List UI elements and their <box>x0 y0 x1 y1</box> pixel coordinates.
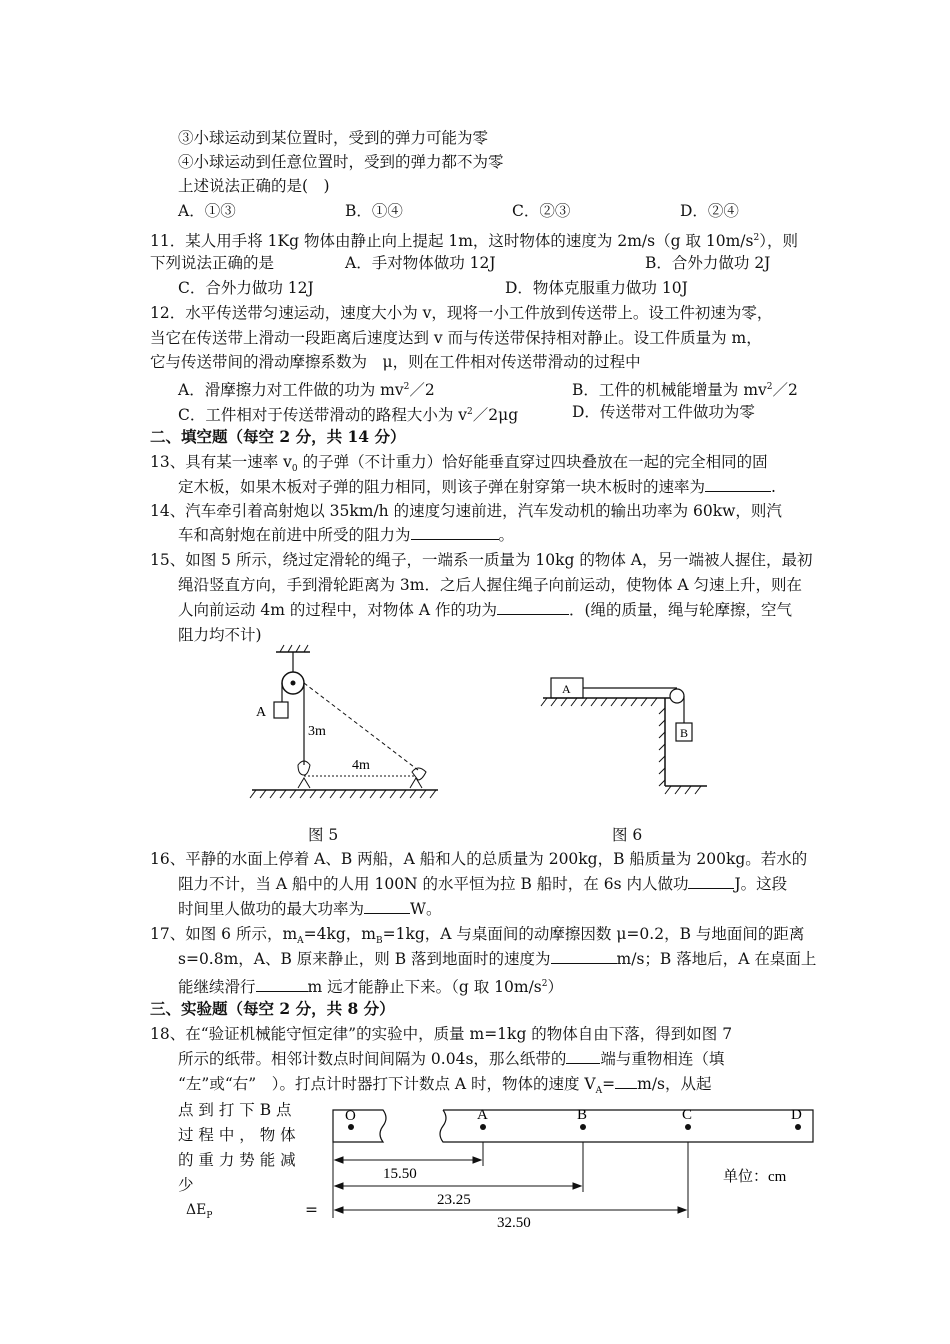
q11-option-a: A．手对物体做功 12J <box>345 254 496 272</box>
q13-line-2: 定木板，如果木板对子弹的阻力相同，则该子弹在射穿第一块木板时的速率为 . <box>178 478 776 496</box>
q15-line-1: 15、如图 5 所示，绕过定滑轮的绳子，一端系一质量为 10kg 的物体 A，另一端被人握住，最初 <box>150 551 813 569</box>
q14-line-2: 车和高射炮在前进中所受的阻力为 。 <box>178 526 515 544</box>
q18-speed-blank[interactable] <box>615 1073 637 1089</box>
q12-option-c: C．工件相对于传送带滑动的路程大小为 $v^2/2\mu g$ <box>178 406 519 425</box>
q11-option-b: B．合外力做功 2J <box>645 254 771 272</box>
q18-equals: = <box>305 1201 318 1219</box>
fig5-label-3m: 3m <box>308 724 326 739</box>
q17-distance-blank[interactable] <box>256 976 308 992</box>
q18-wrap-1: 点 到 打 下 B 点 <box>178 1101 292 1119</box>
pulley-circle <box>670 689 684 703</box>
q15-line-2: 绳沿竖直方向，手到滑轮距离为 3m．之后人握住绳子向前运动，使物体 A 匀速上升，则在 <box>178 576 803 594</box>
q16-line-1: 16、平静的水面上停着 A、B 两船，A 船和人的总质量为 200kg，B 船质量为 200kg。若水的 <box>150 850 808 868</box>
section-3-heading: 三、实验题（每空 2 分，共 8 分） <box>150 999 395 1018</box>
tape-point-c <box>685 1124 691 1130</box>
tape-distance-ob: 23.25 <box>437 1192 471 1208</box>
q16-line-3: 时间里人做功的最大功率为 W。 <box>178 900 442 918</box>
q10-option-c: C．②③ <box>512 202 571 220</box>
q15-line-4: 阻力均不计) <box>178 626 262 644</box>
q13-line-1: 13、具有某一速率 $v_0$ 的子弹（不计重力）恰好能垂直穿过四块叠放在一起的完全相同的固 <box>150 453 768 475</box>
q12-line-2: 当它在传送带上滑动一段距离后速度达到 v 而与传送带保持相对静止。设工件质量为 m， <box>150 329 762 347</box>
tape-point-o <box>348 1124 354 1130</box>
q10-statement-3: ③小球运动到某位置时，受到的弹力可能为零 <box>178 129 489 147</box>
q12-line-3: 它与传送带间的滑动摩擦系数为 μ，则在工件相对传送带滑动的过程中 <box>150 353 641 371</box>
q16-line-2: 阻力不计，当 A 船中的人用 100N 的水平恒为拉 B 船时，在 6s 内人做功 J。这段 <box>178 875 788 893</box>
q15-line-3: 人向前运动 4m 的过程中，对物体 A 作的功为 ．(绳的质量，绳与轮摩擦，空气 <box>178 601 793 619</box>
fig6-label-b: B <box>680 726 689 740</box>
q10-statement-4: ④小球运动到任意位置时，受到的弹力都不为零 <box>178 153 504 171</box>
q18-line-1: 18、在“验证机械能守恒定律”的实验中，质量 m=1kg 的物体自由下落，得到如图 7 <box>150 1025 733 1043</box>
tape-label-b: B <box>577 1107 588 1123</box>
q15-answer-blank[interactable] <box>497 599 569 615</box>
q12-line-1: 12．水平传送带匀速运动，速度大小为 v，现将一小工件放到传送带上。设工件初速为零， <box>150 304 773 322</box>
figure-5-diagram <box>240 640 440 805</box>
figure-5-caption: 图 5 <box>308 826 339 844</box>
fig5-label-a: A <box>256 705 267 720</box>
q18-wrap-2: 过 程 中 ， 物 体 <box>178 1126 296 1144</box>
q10-option-a: A．①③ <box>178 202 236 220</box>
tape-point-b <box>580 1124 586 1130</box>
tape-distance-oa: 15.50 <box>383 1166 417 1182</box>
tape-label-o: O <box>345 1108 356 1124</box>
q14-line-1: 14、汽车牵引着高射炮以 35km/h 的速度匀速前进，汽车发动机的输出功率为 60kw，则汽 <box>150 502 782 520</box>
q12-option-a: A．滑摩擦力对工件做的功为 $mv^2/2$ <box>178 381 435 400</box>
q18-line-2: 所示的纸带。相邻计数点时间间隔为 0.04s，那么纸带的 端与重物相连（填 <box>178 1050 725 1068</box>
q18-wrap-4: 少 <box>178 1176 194 1194</box>
q16-work-blank[interactable] <box>688 873 734 889</box>
q18-end-blank[interactable] <box>566 1048 600 1064</box>
q17-line-3: 能继续滑行 m 远才能静止下来。（g 取 $10m/s^2$） <box>178 978 564 997</box>
q10-question: 上述说法正确的是( ) <box>178 177 330 195</box>
q17-line-2: s=0.8m，A、B 原来静止，则 B 落到地面时的速度为 m/s；B 落地后，A 在桌面上 <box>178 950 817 968</box>
q16-power-blank[interactable] <box>364 898 410 914</box>
q13-answer-blank[interactable] <box>705 476 771 492</box>
q18-line-3: “左”或“右” ）。打点计时器打下计数点 A 时，物体的速度 $V_A= m/s$，从起 <box>178 1075 712 1097</box>
q14-answer-blank[interactable] <box>411 524 499 540</box>
q18-wrap-3: 的 重 力 势 能 减 <box>178 1151 296 1169</box>
figure-6-diagram <box>535 668 710 803</box>
tape-label-d: D <box>791 1107 802 1123</box>
q10-option-b: B．①④ <box>345 202 403 220</box>
fig5-label-4m: 4m <box>352 758 370 773</box>
q17-speed-blank[interactable] <box>551 948 617 964</box>
q10-option-d: D．②④ <box>680 202 739 220</box>
tape-distance-oc: 32.50 <box>497 1215 531 1230</box>
q11-option-d: D．物体克服重力做功 10J <box>505 279 688 297</box>
q11-line-2: 下列说法正确的是 <box>150 254 275 272</box>
tape-unit-label: 单位：cm <box>723 1169 787 1185</box>
fig6-label-a: A <box>562 682 571 696</box>
q11-option-c: C．合外力做功 12J <box>178 279 314 297</box>
paper-tape-diagram <box>325 1100 825 1230</box>
section-2-heading: 二、填空题（每空 2 分，共 14 分） <box>150 427 406 446</box>
q12-option-d: D．传送带对工件做功为零 <box>572 403 755 421</box>
tape-label-a: A <box>477 1107 488 1123</box>
figure-6-caption: 图 6 <box>612 826 643 844</box>
q11-line-1: 11．某人用手将 1Kg 物体由静止向上提起 1m，这时物体的速度为 2m/s（g 取 $10m/s^2$），则 <box>150 232 798 251</box>
block-a <box>274 702 288 718</box>
q18-delta-ep: $\Delta E_P$ <box>186 1202 213 1221</box>
tape-point-d <box>795 1124 801 1130</box>
tape-point-a <box>480 1124 486 1130</box>
q12-option-b: B．工件的机械能增量为 $mv^2/2$ <box>572 381 798 400</box>
q17-line-1: 17、如图 6 所示，$m_A=4kg$，$m_B=1kg$，A 与桌面间的动摩擦因数 μ=0.2，B 与地面间的距离 <box>150 925 805 947</box>
tape-label-c: C <box>682 1107 693 1123</box>
